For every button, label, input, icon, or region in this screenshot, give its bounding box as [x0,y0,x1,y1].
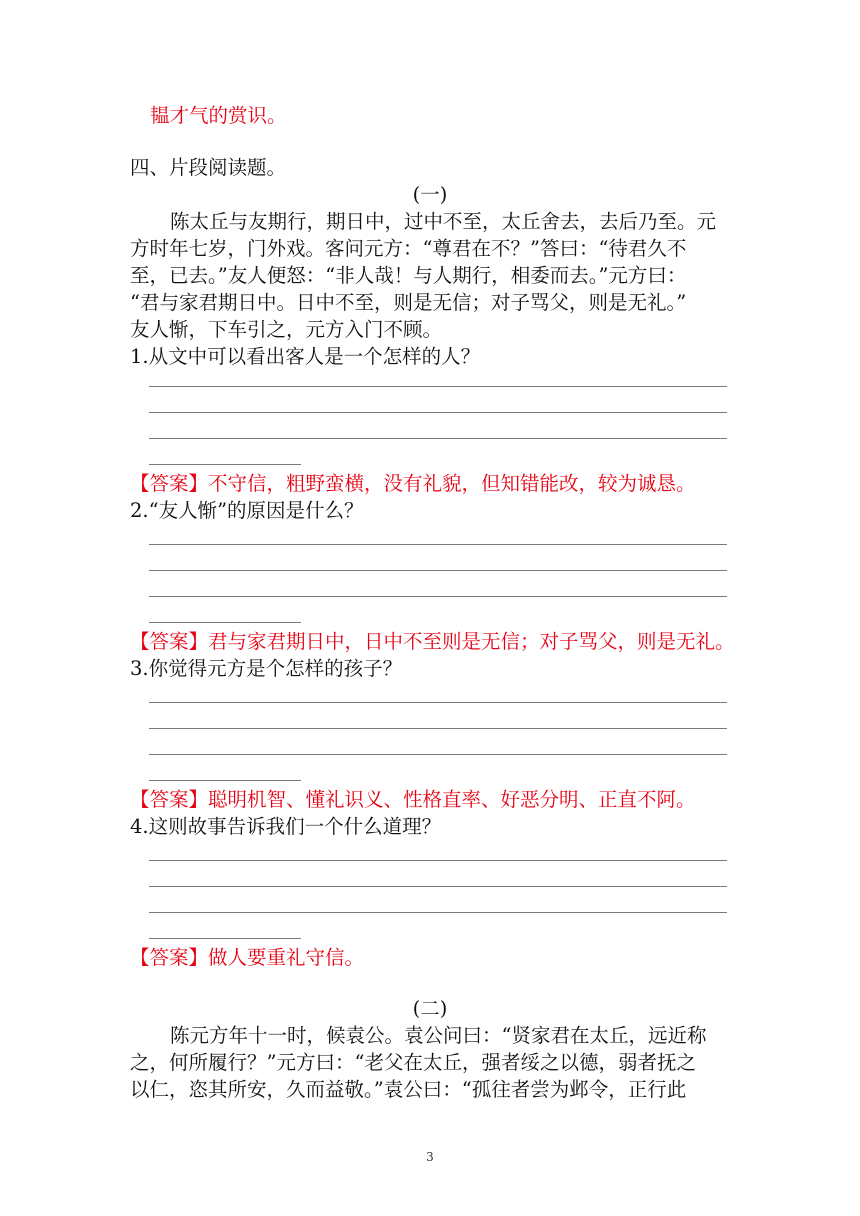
answer-line[interactable] [149,754,727,755]
passage-1-line: “君与家君期日中。日中不至，则是无信；对子骂父，则是无礼。” [130,291,687,314]
answer-line[interactable] [149,780,301,781]
passage-1-line: 陈太丘与友期行，期日中，过中不至，太丘舍去，去后乃至。元 [170,210,717,233]
question-text: 1.从文中可以看出客人是一个怎样的人？ [130,345,481,368]
answer-text: 【答案】做人要重礼守信。 [130,946,365,969]
answer-line[interactable] [149,938,301,939]
answer-line[interactable] [149,702,727,703]
answer-line[interactable] [149,860,727,861]
answer-text: 【答案】聪明机智、懂礼识义、性格直率、好恶分明、正直不阿。 [130,788,696,811]
answer-text: 【答案】君与家君期日中，日中不至则是无信；对子骂父，则是无礼。 [130,630,735,653]
answer-line[interactable] [149,438,727,439]
section-title: 四、片段阅读题。 [130,156,287,179]
answer-text: 【答案】不守信，粗野蛮横，没有礼貌，但知错能改，较为诚恳。 [130,472,696,495]
previous-answer-tail: 韫才气的赏识。 [150,104,287,127]
question-text: 3.你觉得元方是个怎样的孩子？ [130,657,403,680]
answer-line[interactable] [149,596,727,597]
page-number: 3 [426,1150,434,1164]
passage-1-line: 至，已去。”友人便怒：“非人哉！与人期行，相委而去。”元方曰： [130,264,687,287]
answer-line[interactable] [149,622,301,623]
passage-1-line: 友人惭，下车引之，元方入门不顾。 [130,318,443,341]
answer-line[interactable] [149,728,727,729]
passage-2-line: 以仁，恣其所安，久而益敬。”袁公曰：“孤往者尝为邺令，正行此 [130,1078,687,1101]
answer-line[interactable] [149,464,301,465]
question-text: 4.这则故事告诉我们一个什么道理？ [130,815,442,838]
answer-line[interactable] [149,570,727,571]
passage-2-line: 陈元方年十一时，候袁公。袁公问曰：“贤家君在太丘，远近称 [170,1024,707,1047]
answer-line[interactable] [149,386,727,387]
passage-1-label: (一) [412,183,448,206]
passage-1-line: 方时年七岁，门外戏。客问元方：“尊君在不？”答曰：“待君久不 [130,237,687,260]
passage-2-label: (二) [412,997,448,1020]
passage-2-line: 之，何所履行？”元方曰：“老父在太丘，强者绥之以德，弱者抚之 [130,1051,696,1074]
answer-line[interactable] [149,886,727,887]
answer-line[interactable] [149,912,727,913]
answer-line[interactable] [149,544,727,545]
question-text: 2.“友人惭”的原因是什么？ [130,499,364,522]
answer-line[interactable] [149,412,727,413]
